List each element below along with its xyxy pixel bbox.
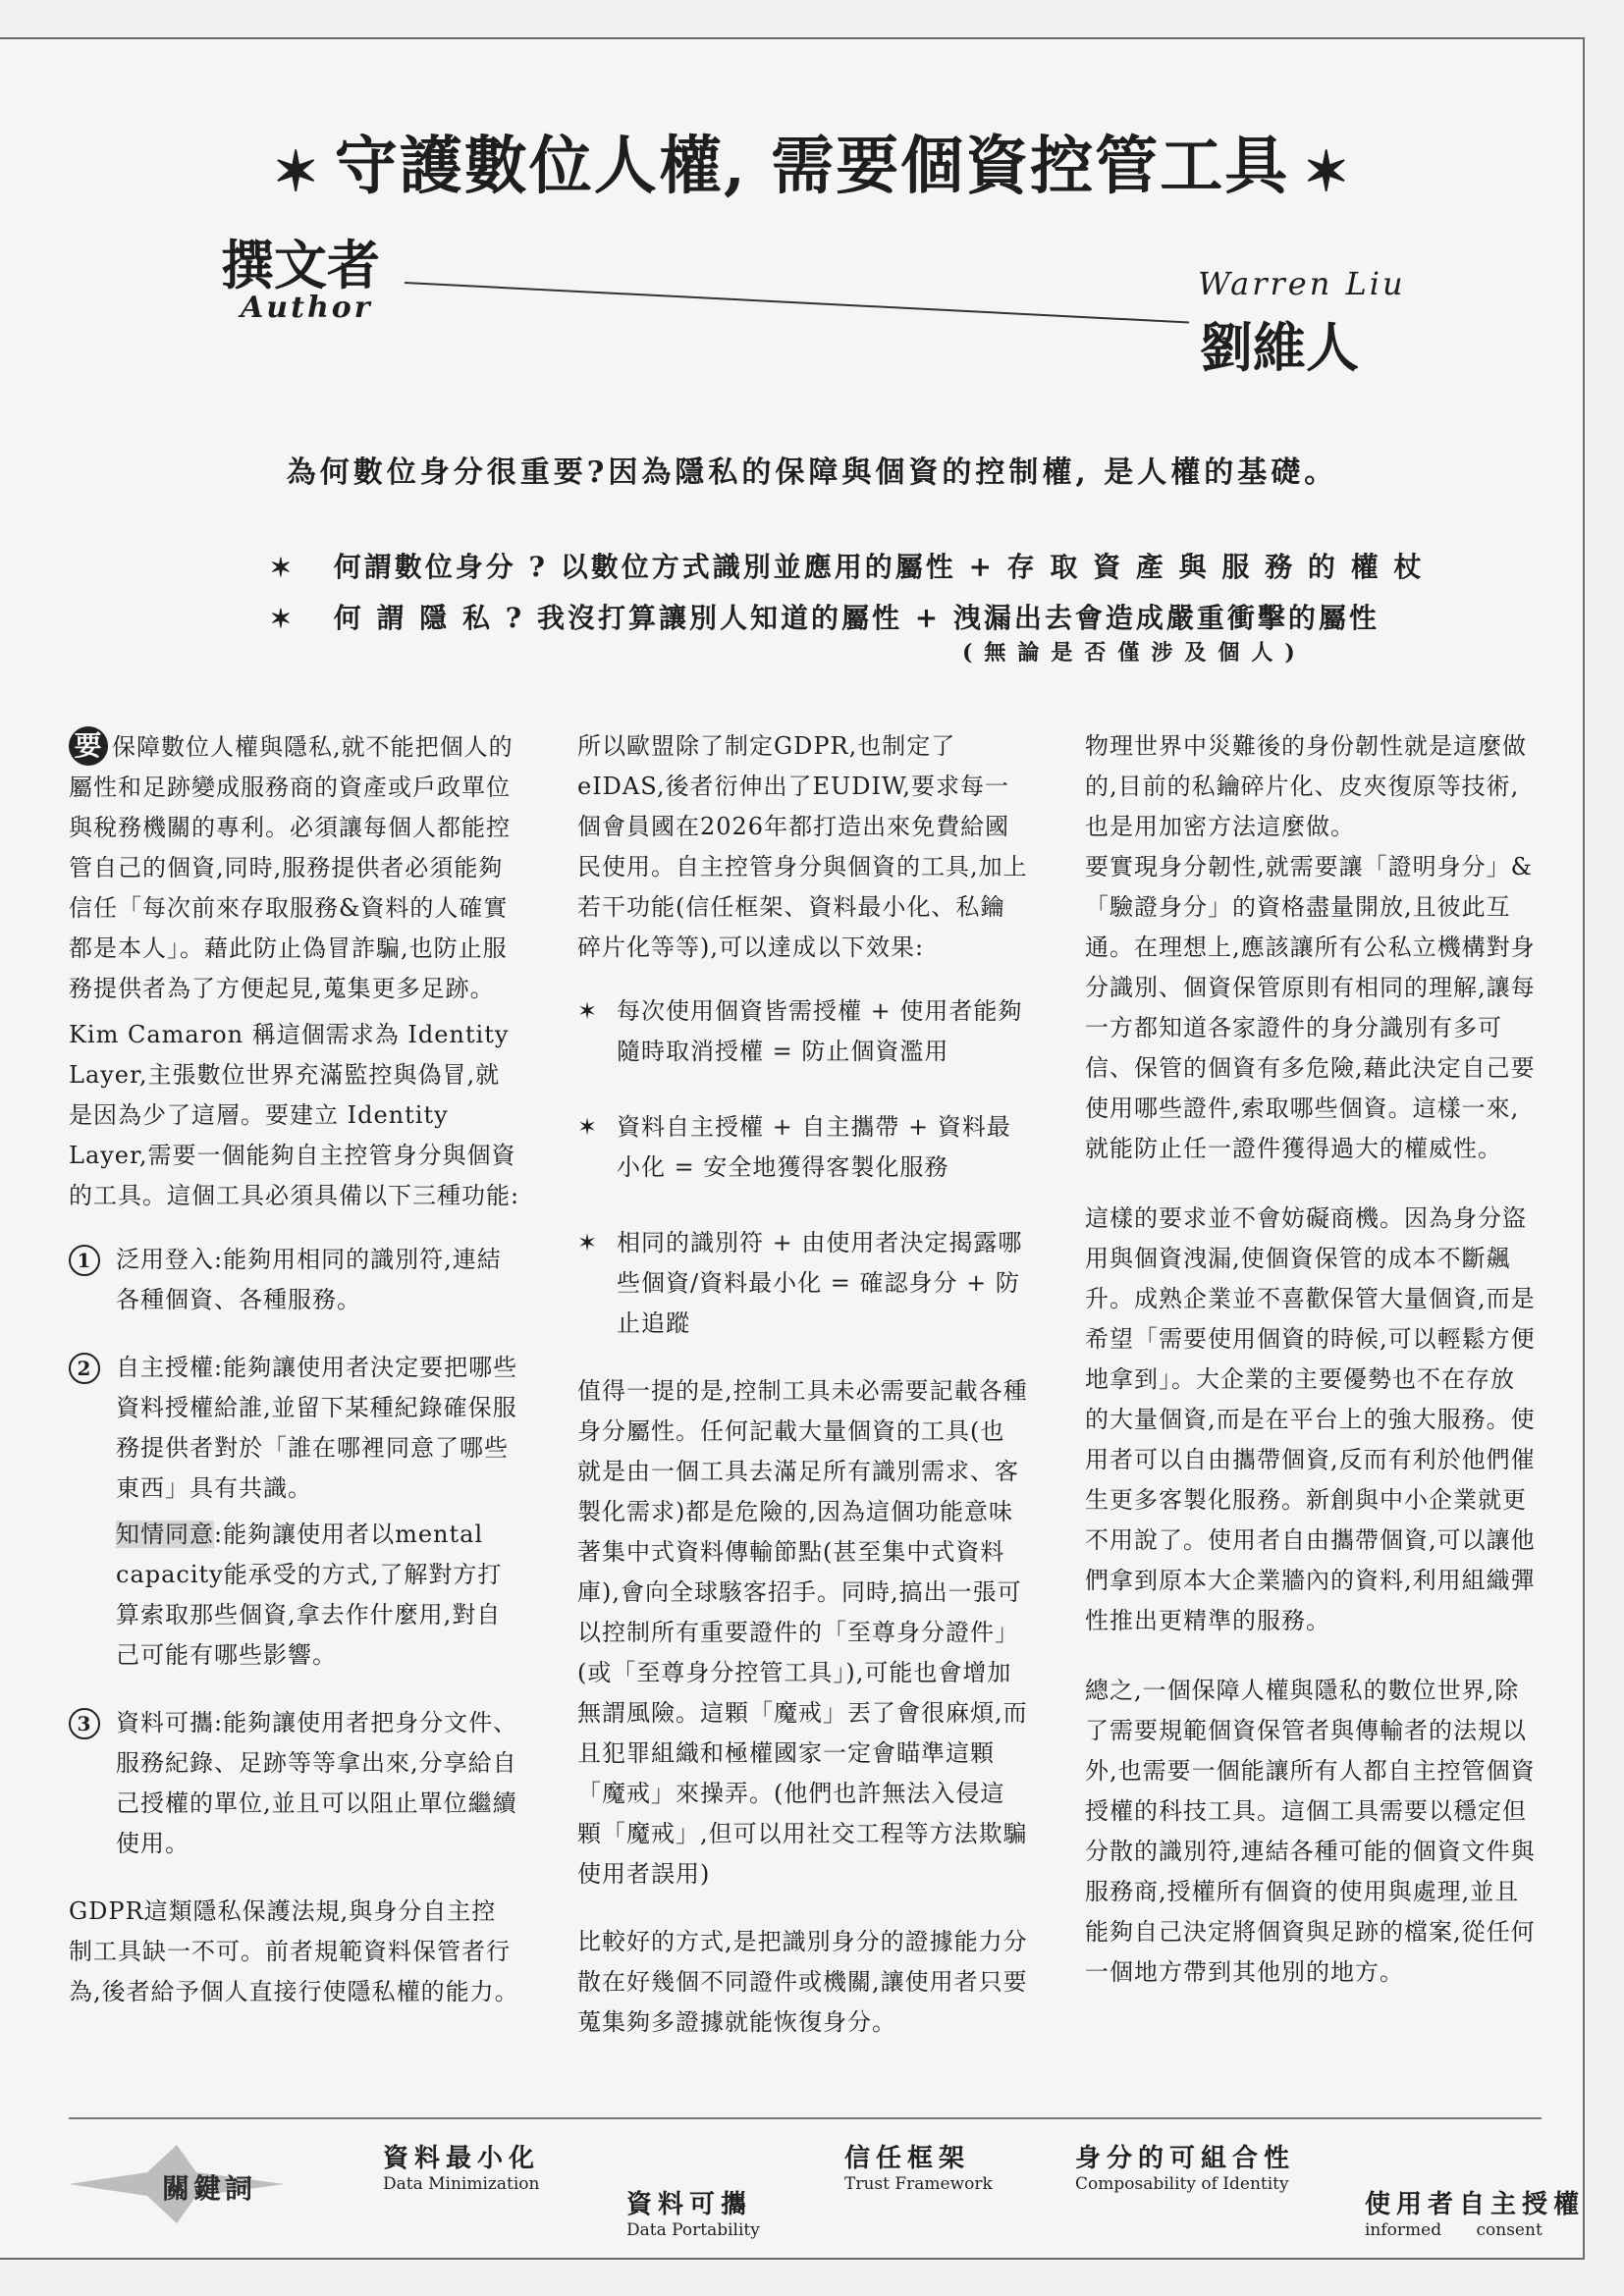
list-item: 3 資料可攜:能夠讓使用者把身分文件、服務紀錄、足跡等等拿出來,分享給自己授權的單位,並且可以阻止單位繼續使用。	[69, 1703, 520, 1864]
number-badge: 3	[69, 1708, 100, 1739]
keyword-item: 使用者自主授權 informed consent	[1365, 2190, 1586, 2240]
paragraph: 所以歐盟除了制定GDPR,也制定了eIDAS,後者衍伸出了EUDIW,要求每一個會員國在2026年都打造出來免費給國民使用。自主控管身分與個資的工具,加上若干功能(信任框架、資料最小化、私鑰碎片化等等),可以達成以下效果:	[577, 732, 1028, 961]
list-item: ✶ 每次使用個資皆需授權 + 使用者能夠隨時取消授權 = 防止個資濫用	[577, 991, 1029, 1072]
star-icon: ✶	[577, 997, 599, 1025]
number-badge: 2	[69, 1353, 100, 1384]
definition-privacy: ✶ 何 謂 隱 私 ? 我沒打算讓別人知道的屬性 + 洩漏出去會造成嚴重衝擊的屬性	[270, 602, 1380, 634]
paragraph: 值得一提的是,控制工具未必需要記載各種身分屬性。任何記載大量個資的工具(也就是由一個工具去滿足所有識別需求、客製化需求)都是危險的,因為這個功能意味著集中式資料傳輸節點(甚至集中式資料庫),會向全球駭客招手。同時,搞出一張可以控制所有重要證件的「至尊身分證件」(或「至尊身分控管工具」),可能也會增加無謂風險。這顆「魔戒」丟了會很麻煩,而且犯罪組織和極權國家一定會瞄準這顆「魔戒」來操弄。(他們也許無法入侵這顆「魔戒」,但可以用社交工程等方法欺騙使用者誤用)	[577, 1377, 1028, 1888]
keyword-item: 身分的可組合性 Composability of Identity	[1075, 2144, 1296, 2194]
column-3	[1085, 726, 1537, 1993]
definition-note: (無論是否僅涉及個人)	[962, 640, 1307, 666]
definition-digital-identity: ✶ 何謂數位身分 ? 以數位方式識別並應用的屬性 + 存 取 資 產 與 服 務 的 權 杖	[270, 551, 1425, 583]
paragraph: 總之,一個保障人權與隱私的數位世界,除了需要規範個資保管者與傳輸者的法規以外,也需要一個能讓所有人都自主控管個資授權的科技工具。這個工具需要以穩定但分散的識別符,連結各種可能的個資文件與服務商,授權所有個資的使用與處理,並且能夠自己決定將個資與足跡的檔案,從任何一個地方帶到其他別的地方。	[1085, 1677, 1536, 1986]
star-icon: ✶	[272, 138, 321, 204]
list-sub-item: 知情同意:能夠讓使用者以mental capacity能承受的方式,了解對方打算索取那些個資,拿去作什麼用,對自己可能有哪些影響。	[116, 1521, 503, 1669]
list-item: ✶ 相同的識別符 + 由使用者決定揭露哪些個資/資料最小化 = 確認身分 + 防止追蹤	[577, 1223, 1029, 1344]
column-1	[69, 726, 520, 2012]
paragraph: Kim Camaron 稱這個需求為 Identity Layer,主張數位世界充滿監控與偽冒,就是因為少了這層。要建立 Identity Layer,需要一個能夠自主控管身分與個資的工具。這個工具必須具備以下三種功能:	[69, 1021, 520, 1209]
page-title: ✶ 守護數位人權, 需要個資控管工具 ✶	[272, 130, 1352, 204]
drop-cap: 要	[69, 726, 108, 766]
intro-paragraph: 要 保障數位人權與隱私,就不能把個人的屬性和足跡變成服務商的資產或戶政單位與稅務機關的專利。必須讓每個人都能控管自己的個資,同時,服務提供者必須能夠信任「每次前來存取服務&資料的人確實都是本人」。藉此防止偽冒詐騙,也防止服務提供者為了方便起見,蒐集更多足跡。	[69, 726, 520, 1009]
star-icon: ✶	[577, 1113, 599, 1141]
subtitle: 為何數位身分很重要?因為隱私的保障與個資的控制權, 是人權的基礎。	[286, 455, 1338, 490]
star-icon: ✶	[270, 554, 295, 583]
paragraph: 這樣的要求並不會妨礙商機。因為身分盜用與個資洩漏,使個資保管的成本不斷飆升。成熟企業並不喜歡保管大量個資,而是希望「需要使用個資的時候,可以輕鬆方便地拿到」。大企業的主要優勢也不在存放的大量個資,而是在平台上的強大服務。使用者可以自由攜帶個資,反而有利於他們催生更多客製化服務。新創與中小企業就更不用說了。使用者自由攜帶個資,可以讓他們拿到原本大企業牆內的資料,利用組織彈性推出更精準的服務。	[1085, 1204, 1536, 1634]
footer-divider	[69, 2117, 1542, 2119]
paragraph: 比較好的方式,是把識別身分的證據能力分散在好幾個不同證件或機關,讓使用者只要蒐集夠多證據就能恢復身分。	[577, 1928, 1028, 2036]
author-label-cn: 撰文者	[221, 234, 380, 296]
author-name-cn: 劉維人	[1200, 316, 1359, 379]
keyword-item: 資料最小化 Data Minimization	[383, 2144, 541, 2194]
paragraph: 物理世界中災難後的身份韌性就是這麼做的,目前的私鑰碎片化、皮夾復原等技術,也是用加密方法這麼做。	[1085, 732, 1527, 840]
keyword-item: 信任框架 Trust Framework	[844, 2144, 993, 2194]
list-item: 2 自主授權:能夠讓使用者決定要把哪些資料授權給誰,並留下某種紀錄確保服務提供者對於「誰在哪裡同意了哪些東西」具有共識。	[69, 1348, 520, 1509]
paragraph: GDPR這類隱私保護法規,與身分自主控制工具缺一不可。前者規範資料保管者行為,後者給予個人直接行使隱私權的能力。	[69, 1897, 519, 2005]
star-icon: ✶	[1303, 138, 1352, 204]
highlight-term: 知情同意	[116, 1521, 214, 1548]
keywords-label: 關鍵詞	[69, 2145, 285, 2223]
author-name-en: Warren Liu	[1198, 265, 1406, 302]
paragraph: 要實現身分韌性,就需要讓「證明身分」&「驗證身分」的資格盡量開放,且彼此互通。在理想上,應該讓所有公私立機構對身分識別、個資保管原則有相同的理解,讓每一方都知道各家證件的身分識別有多可信、保管的個資有多危險,藉此決定自己要使用哪些證件,索取哪些個資。這樣一來,就能防止任一證件獲得過大的權威性。	[1085, 853, 1536, 1162]
star-icon: ✶	[270, 605, 295, 634]
list-item: ✶ 資料自主授權 + 自主攜帶 + 資料最小化 = 安全地獲得客製化服務	[577, 1107, 1029, 1188]
keyword-item: 資料可攜 Data Portability	[626, 2190, 760, 2240]
author-label-en: Author	[241, 291, 373, 325]
number-badge: 1	[69, 1245, 100, 1276]
column-2	[577, 726, 1029, 2043]
star-icon: ✶	[577, 1229, 599, 1256]
list-item: 1 泛用登入:能夠用相同的識別符,連結各種個資、各種服務。	[69, 1240, 520, 1320]
